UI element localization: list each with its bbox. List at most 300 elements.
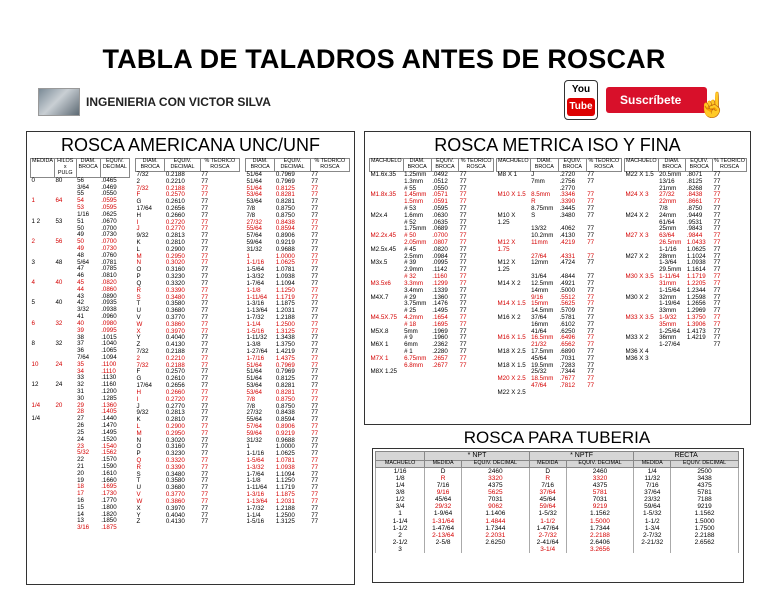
percent-cell: 77 — [311, 491, 319, 499]
percent-cell: 77 — [459, 184, 467, 192]
broca-cell: 44 — [77, 285, 84, 293]
decimal-cell: 0.3020 — [165, 259, 185, 267]
column-header: % TEORICO ROSCA — [714, 158, 745, 170]
tuberia-cell: 3.2656 — [566, 546, 634, 553]
machuelo-cell: M16 X 2 — [497, 313, 521, 321]
broca-cell — [658, 356, 686, 363]
machuelo-cell — [497, 288, 531, 295]
channel-brand[interactable] — [38, 89, 271, 115]
unc-table-col1 — [30, 158, 130, 532]
percent-cell: 77 — [311, 327, 319, 335]
tuberia-cell: 1.7500 — [671, 525, 739, 532]
percent-cell: 77 — [201, 518, 209, 526]
medida-cell — [31, 491, 55, 498]
medida-cell — [31, 457, 55, 464]
medida-cell — [31, 287, 55, 294]
broca-cell: W — [136, 497, 143, 505]
percent-cell: 77 — [201, 320, 209, 328]
percent-cell: 77 — [311, 504, 319, 512]
broca-cell: 1 — [246, 443, 250, 451]
decimal-cell: .1850 — [101, 517, 117, 525]
hilos-cell: 40 — [55, 279, 63, 286]
medida-cell — [31, 518, 55, 525]
percent-cell: 77 — [201, 327, 209, 335]
broca-cell: 43 — [77, 292, 84, 300]
decimal-cell: 1.1719 — [686, 273, 706, 281]
broca-cell: 28mm — [659, 252, 677, 260]
medida-cell — [31, 505, 55, 512]
broca-cell: 22mm — [659, 198, 677, 206]
hilos-cell: 64 — [55, 197, 63, 205]
percent-cell: 77 — [713, 293, 721, 301]
decimal-cell: .0595 — [101, 197, 117, 205]
broca-cell: L — [136, 422, 140, 430]
broca-cell: 53/64 — [246, 191, 262, 199]
decimal-cell: .4130 — [559, 232, 576, 240]
table-row — [246, 281, 350, 288]
table-row — [497, 376, 622, 383]
broca-cell: 33 — [77, 374, 84, 382]
decimal-cell: 0.3160 — [165, 443, 185, 451]
decimal-cell: .3445 — [559, 204, 576, 212]
decimal-cell: 0.2570 — [165, 368, 185, 376]
decimal-cell: .8071 — [686, 170, 703, 178]
broca-cell: M — [136, 252, 142, 260]
hilos-cell: 20 — [55, 401, 63, 409]
decimal-cell: .1110 — [101, 367, 116, 375]
broca-cell: 27/64 — [531, 252, 547, 260]
broca-cell: 11mm — [531, 239, 548, 246]
decimal-cell: 0.3230 — [165, 450, 185, 458]
percent-cell: 77 — [201, 252, 209, 260]
percent-cell: 77 — [201, 388, 209, 396]
table-row — [136, 295, 240, 302]
broca-cell: H — [136, 211, 141, 219]
table-row — [376, 546, 739, 553]
broca-cell: 50 — [77, 238, 84, 246]
percent-cell: 77 — [459, 286, 467, 294]
broca-cell — [658, 349, 686, 356]
broca-cell: K — [136, 416, 141, 424]
broca-cell: 15mm — [531, 300, 549, 308]
tuberia-title: ROSCA PARA TUBERIA — [463, 428, 651, 447]
percent-cell: 77 — [201, 225, 209, 233]
medida-cell: 10 — [31, 360, 39, 368]
percent-cell: 77 — [587, 341, 595, 349]
header-row — [31, 159, 130, 178]
broca-cell: 42 — [77, 299, 84, 307]
percent-cell: 77 — [311, 184, 319, 192]
machuelo-cell — [370, 220, 404, 227]
hilos-cell: 53 — [55, 217, 63, 225]
percent-cell: 77 — [587, 368, 595, 376]
broca-cell: 1-7/16 — [246, 354, 265, 362]
machuelo-cell: M30 X 2 — [625, 293, 649, 301]
percent-cell: 77 — [587, 259, 595, 267]
percent-cell: 77 — [201, 463, 209, 471]
decimal-cell: 0.8750 — [275, 211, 295, 219]
percent-cell: 77 — [311, 354, 319, 362]
decimal-cell: .7812 — [559, 382, 576, 390]
medida-cell: 6 — [31, 319, 35, 327]
hilos-cell — [54, 464, 76, 471]
broca-cell: 1-5/64 — [246, 266, 265, 274]
decimal-cell: .1695 — [432, 320, 448, 328]
medida-cell — [31, 430, 55, 437]
medida-cell — [31, 444, 55, 451]
percent-cell: 77 — [587, 225, 595, 233]
table-row — [246, 397, 350, 404]
percent-cell: 77 — [311, 320, 319, 328]
percent-cell: 77 — [713, 198, 721, 206]
decimal-cell: 1.1614 — [686, 266, 706, 274]
table-row — [376, 503, 739, 510]
table-row — [136, 260, 240, 267]
percent-cell: 77 — [311, 273, 319, 281]
table-row — [136, 267, 240, 274]
decimal-cell: .1495 — [101, 428, 117, 436]
broca-cell: 1-11/64 — [246, 484, 268, 492]
hilos-cell: 80 — [55, 176, 63, 184]
percent-cell: 77 — [311, 252, 319, 260]
decimal-cell: 1.0625 — [275, 259, 295, 267]
broca-cell: 27/32 — [659, 191, 675, 199]
decimal-cell: 0.8438 — [275, 218, 295, 226]
broca-cell: 55 — [77, 190, 84, 198]
subscribe-button[interactable]: Suscríbete ☝ — [606, 87, 707, 113]
decimal-cell: .0960 — [101, 313, 117, 321]
table-row — [136, 213, 240, 220]
percent-cell: 77 — [201, 170, 209, 178]
percent-cell: 77 — [459, 218, 467, 226]
decimal-cell: 0.2900 — [165, 422, 185, 430]
tuberia-cell: 1-5/32 — [529, 510, 566, 517]
tuberia-cell: 7188 — [671, 496, 739, 503]
machuelo-cell — [497, 226, 531, 233]
column-header: MACHUELO — [625, 159, 659, 172]
decimal-cell: 0.2810 — [165, 416, 185, 424]
percent-cell: 77 — [587, 327, 595, 335]
decimal-cell: .0810 — [101, 272, 117, 280]
broca-cell: 1.75mm — [404, 225, 427, 233]
decimal-cell — [686, 349, 713, 356]
percent-cell: 77 — [459, 198, 467, 206]
decimal-cell: 0.3230 — [165, 273, 185, 281]
broca-cell: 36mm — [659, 334, 677, 342]
percent-cell: 77 — [201, 245, 209, 253]
percent-cell: 77 — [201, 491, 209, 499]
percent-cell: 77 — [713, 232, 721, 240]
decimal-cell: .0730 — [101, 244, 117, 252]
percent-cell: 77 — [713, 341, 721, 349]
percent-cell: 77 — [201, 402, 209, 410]
broca-cell: 1-7/32 — [246, 504, 265, 512]
machuelo-cell: M18 X 2.5 — [497, 348, 526, 355]
broca-cell: 2 — [136, 177, 140, 185]
decimal-cell: .4331 — [559, 252, 576, 260]
broca-cell: 6.8mm — [404, 361, 423, 369]
decimal-cell: 0.8594 — [275, 225, 295, 233]
tuberia-cell: 1-3/4 — [634, 525, 671, 532]
table-row — [625, 213, 747, 220]
group-header: * NPTF — [529, 452, 634, 461]
tuberia-cell — [461, 546, 529, 553]
percent-cell: 77 — [201, 409, 209, 417]
header-row — [246, 159, 350, 172]
tuberia-cell: 4375 — [671, 482, 739, 489]
percent-cell: 77 — [587, 232, 595, 240]
hilos-cell — [54, 389, 76, 396]
percent-cell — [713, 356, 747, 363]
broca-cell: P — [136, 450, 141, 458]
hilos-cell — [54, 348, 76, 355]
broca-cell: 41/64 — [531, 327, 547, 335]
iso-table-col1 — [369, 158, 494, 376]
decimal-cell: 0.3480 — [165, 293, 185, 301]
broca-cell: 19 — [77, 476, 84, 484]
broca-cell: 49 — [77, 244, 84, 252]
tuberia-cell: 2.6250 — [461, 539, 529, 546]
table-row — [136, 240, 240, 247]
broca-cell: 1-1/8 — [246, 477, 261, 485]
hilos-cell — [54, 328, 76, 335]
medida-cell: 1/4 — [31, 401, 41, 409]
percent-cell: 77 — [311, 334, 319, 342]
column-header: MACHUELO — [370, 159, 404, 172]
decimal-cell: 0.3320 — [165, 457, 185, 464]
decimal-cell: 0.2570 — [165, 191, 185, 199]
broca-cell: 7mm — [531, 177, 545, 185]
decimal-cell: .1476 — [432, 300, 448, 308]
hilos-cell: 24 — [55, 381, 63, 389]
broca-cell: 13/16 — [659, 177, 675, 185]
tuberia-cell: 2-41/64 — [529, 539, 566, 546]
tuberia-cell: 1-31/64 — [425, 518, 462, 525]
percent-cell: 77 — [311, 457, 319, 464]
decimal-cell: .9449 — [686, 211, 703, 219]
unc-panel — [26, 131, 355, 585]
iso-table-col3 — [624, 158, 747, 363]
column-header: HILOS x PULG — [54, 159, 76, 178]
broca-cell: 15 — [77, 503, 84, 511]
broca-cell: 2.5mm — [404, 252, 423, 260]
broca-cell: S — [136, 293, 141, 301]
percent-cell: 77 — [201, 470, 209, 478]
medida-cell — [31, 266, 55, 273]
percent-cell: 77 — [713, 273, 721, 281]
table-row — [625, 240, 747, 247]
percent-cell: 77 — [201, 198, 209, 206]
broca-cell: 7/32 — [136, 184, 149, 192]
decimal-cell: .0807 — [432, 239, 448, 246]
broca-cell: 6.75mm — [404, 354, 427, 362]
broca-cell: 1-7/32 — [246, 313, 265, 321]
percent-cell: 77 — [587, 191, 595, 199]
machuelo-cell — [625, 260, 659, 267]
decimal-cell: 0.4130 — [165, 341, 185, 349]
percent-cell: 77 — [459, 259, 467, 267]
tuberia-cell: D — [529, 467, 566, 475]
table-row — [136, 247, 240, 254]
group-header: * NPT — [425, 452, 530, 461]
decimal-cell: 0.2660 — [165, 388, 185, 396]
broca-cell: 14 — [77, 510, 84, 518]
percent-cell: 77 — [587, 279, 595, 287]
decimal-cell: 1.2031 — [275, 497, 295, 505]
broca-cell: 48 — [77, 251, 84, 259]
percent-cell: 77 — [311, 368, 319, 376]
decimal-cell: 0.3970 — [165, 504, 185, 512]
decimal-cell: .7283 — [559, 361, 576, 369]
percent-cell: 77 — [201, 191, 209, 199]
table-row — [136, 383, 240, 390]
broca-cell: 61/64 — [659, 218, 675, 226]
decimal-cell: 0.2770 — [165, 225, 185, 233]
table-row — [136, 478, 240, 485]
tuberia-cell: 2.6562 — [671, 539, 739, 546]
broca-cell: 31 — [77, 388, 84, 395]
percent-cell: 77 — [311, 402, 319, 410]
broca-cell: 40 — [77, 319, 84, 327]
machuelo-cell: M30 X 3.5 — [625, 273, 654, 281]
tuberia-cell: 5781 — [566, 489, 634, 496]
broca-cell: 14mm — [531, 286, 549, 294]
table-row — [246, 247, 350, 254]
percent-cell: 77 — [587, 211, 595, 219]
medida-cell — [31, 307, 55, 314]
broca-cell: 49 — [77, 231, 84, 239]
broca-cell: 6mm — [404, 341, 418, 349]
table-row — [136, 424, 240, 431]
broca-cell: Q — [136, 279, 142, 287]
broca-cell: 8.5mm — [531, 191, 550, 199]
percent-cell: 77 — [587, 300, 595, 308]
broca-cell: 45/64 — [531, 354, 547, 362]
pointer-hand-icon: ☝ — [697, 92, 728, 119]
decimal-cell: .0984 — [432, 252, 448, 260]
table-row — [136, 465, 240, 472]
table-row — [136, 410, 240, 417]
table-row — [625, 192, 747, 199]
table-row — [497, 192, 622, 199]
broca-cell: # 25 — [404, 307, 417, 315]
percent-cell: 77 — [459, 293, 467, 301]
table-row — [136, 431, 240, 438]
percent-cell: 77 — [713, 170, 721, 178]
decimal-cell: .0700 — [101, 224, 117, 232]
machuelo-cell: M3.5x6 — [370, 279, 391, 287]
decimal-cell: 0.8438 — [275, 409, 295, 417]
broca-cell: 53 — [77, 204, 84, 212]
broca-cell: 47 — [77, 265, 84, 273]
broca-cell: 1-1/4 — [246, 511, 261, 519]
decimal-cell: 1.1250 — [275, 286, 295, 294]
percent-cell: 77 — [311, 484, 319, 492]
machuelo-cell: M24 X 3 — [625, 191, 649, 199]
percent-cell: 77 — [713, 313, 721, 321]
percent-cell: 77 — [713, 245, 721, 253]
hilos-cell — [54, 266, 76, 273]
tuberia-cell — [425, 546, 462, 553]
decimal-cell: .1770 — [101, 497, 117, 504]
machuelo-cell: M33 X 2 — [625, 334, 649, 342]
percent-cell: 77 — [201, 422, 209, 430]
table-row — [136, 226, 240, 233]
decimal-cell: 0.3970 — [165, 327, 185, 335]
decimal-cell: 0.2660 — [165, 211, 185, 219]
percent-cell: 77 — [311, 409, 319, 417]
medida-cell: 5 — [31, 299, 35, 307]
decimal-cell: .2280 — [432, 348, 448, 355]
channel-name: INGENIERIA CON VICTOR SILVA — [86, 95, 271, 109]
hilos-cell — [54, 518, 76, 525]
table-row — [625, 233, 747, 240]
broca-cell: 23 — [77, 442, 84, 450]
hilos-cell — [54, 505, 76, 512]
decimal-cell: 1.1024 — [686, 252, 706, 260]
broca-cell: 33mm — [659, 307, 677, 315]
decimal-cell: 1.1094 — [275, 279, 295, 287]
broca-cell: L — [136, 245, 140, 253]
machuelo-cell: M20 X 2.5 — [497, 375, 526, 383]
decimal-cell: 0.2813 — [165, 409, 185, 417]
broca-cell: 1.5mm — [404, 198, 423, 206]
percent-cell: 77 — [713, 334, 721, 342]
percent-cell: 77 — [311, 204, 319, 212]
decimal-cell: .0550 — [432, 184, 448, 192]
percent-cell: 77 — [587, 286, 595, 294]
broca-cell: 8.75mm — [531, 204, 554, 212]
percent-cell: 77 — [587, 252, 595, 260]
decimal-cell: .4844 — [559, 273, 576, 281]
decimal-cell: .0550 — [101, 190, 117, 198]
broca-cell: 16mm — [531, 320, 549, 328]
machuelo-cell: M4.5X.75 — [370, 313, 397, 321]
decimal-cell: 1.0433 — [686, 239, 706, 246]
percent-cell: 77 — [587, 204, 595, 212]
header-row — [497, 159, 622, 172]
decimal-cell: .9843 — [686, 225, 703, 233]
tuberia-cell: 37/64 — [634, 489, 671, 496]
hilos-cell — [54, 512, 76, 519]
broca-cell: 45 — [77, 279, 84, 286]
hilos-cell — [54, 484, 76, 491]
table-row — [136, 301, 240, 308]
percent-cell: 77 — [201, 341, 209, 349]
tuberia-cell: 1/4 — [376, 482, 425, 489]
decimal-cell: .1405 — [101, 408, 117, 416]
percent-cell: 77 — [311, 218, 319, 226]
broca-cell: 1-11/64 — [659, 273, 680, 281]
broca-cell: 1-5/16 — [246, 327, 265, 335]
table-row — [370, 369, 494, 376]
decimal-cell: 0.8281 — [275, 198, 295, 206]
table-row — [246, 335, 350, 342]
table-row — [625, 274, 747, 281]
medida-cell — [31, 512, 55, 519]
broca-cell: 18.5mm — [531, 375, 554, 383]
broca-cell: 19.5mm — [531, 361, 554, 369]
youtube-subscribe-area[interactable] — [564, 80, 728, 120]
broca-cell: 3/64 — [77, 183, 90, 191]
decimal-cell: .1160 — [101, 381, 117, 389]
machuelo-cell — [497, 199, 531, 206]
machuelo-cell: M7X 1 — [370, 354, 389, 362]
broca-cell: 1.3mm — [404, 177, 423, 185]
percent-cell: 77 — [201, 204, 209, 212]
tuberia-cell: 1-5/32 — [634, 510, 671, 517]
decimal-cell: 0.2810 — [165, 239, 185, 246]
